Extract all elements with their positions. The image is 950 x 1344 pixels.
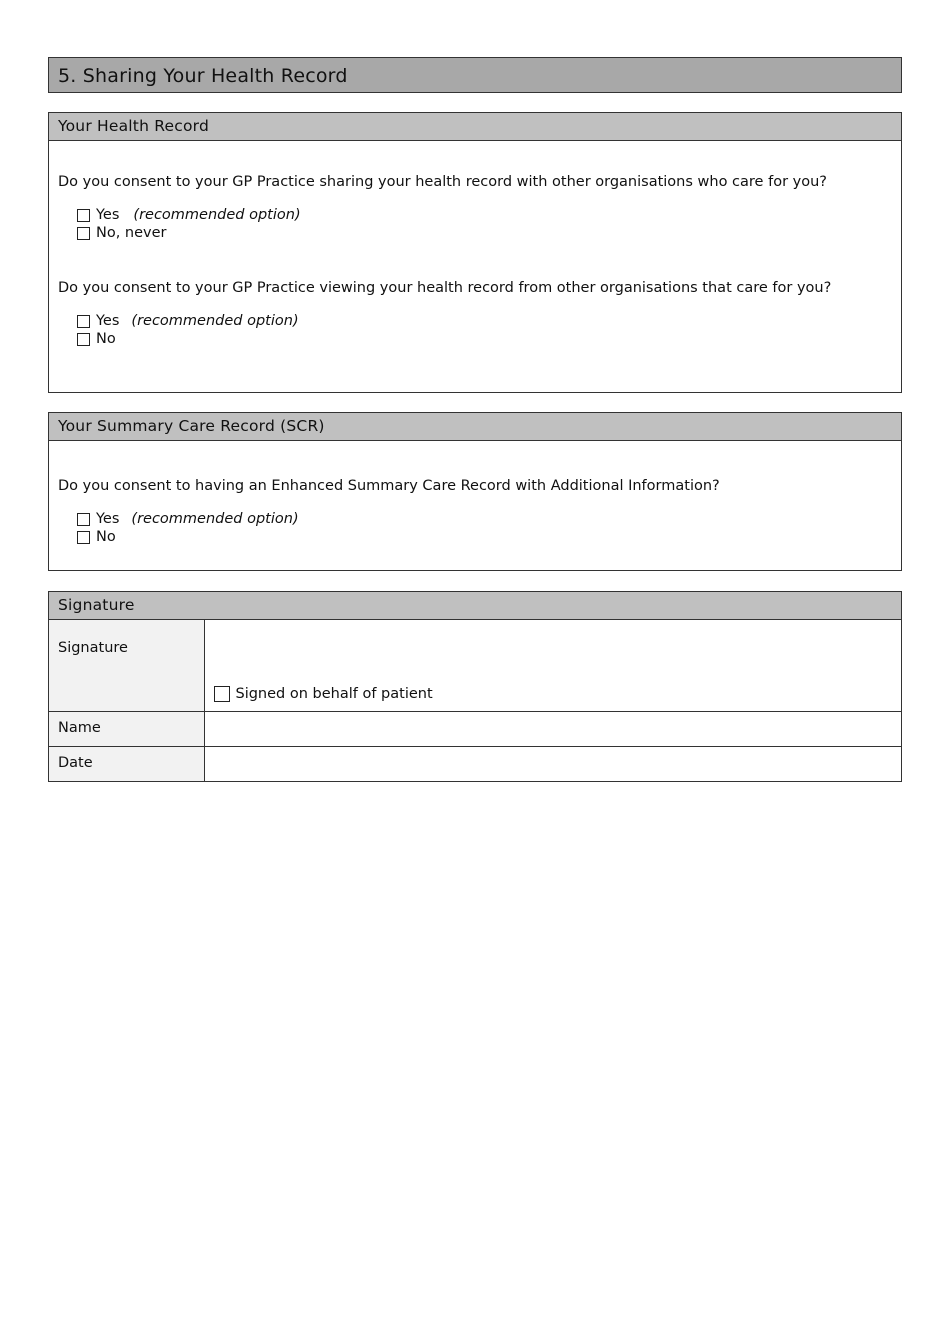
section-title: 5. Sharing Your Health Record — [48, 57, 902, 93]
signature-panel — [48, 591, 902, 782]
view-record-yes-label: Yes — [96, 313, 120, 329]
date-label: Date — [49, 747, 204, 782]
signature-table — [49, 620, 901, 781]
view-record-options — [58, 312, 892, 348]
health-record-body — [49, 141, 901, 348]
share-record-no-label: No, never — [96, 225, 167, 241]
share-record-question: Do you consent to your GP Practice sharing your health record with other organisations who care for you? — [58, 174, 827, 190]
view-record-yes-option[interactable] — [77, 312, 892, 330]
signed-on-behalf-checkbox[interactable] — [214, 686, 230, 702]
share-record-options — [58, 206, 892, 242]
enhanced-scr-options — [58, 510, 892, 546]
view-record-no-checkbox[interactable] — [77, 333, 90, 346]
name-label: Name — [49, 712, 204, 747]
share-record-no-option[interactable] — [77, 224, 892, 242]
share-record-yes-option[interactable] — [77, 206, 892, 224]
signature-field[interactable] — [204, 620, 901, 712]
signed-on-behalf-label: Signed on behalf of patient — [235, 686, 433, 702]
view-record-question: Do you consent to your GP Practice viewing your health record from other organisations that care for you? — [58, 280, 832, 296]
share-record-no-checkbox[interactable] — [77, 227, 90, 240]
name-field[interactable] — [204, 712, 901, 747]
enhanced-scr-yes-option[interactable] — [77, 510, 892, 528]
enhanced-scr-no-option[interactable] — [77, 528, 892, 546]
scr-heading: Your Summary Care Record (SCR) — [49, 413, 901, 441]
enhanced-scr-question: Do you consent to having an Enhanced Summary Care Record with Additional Information? — [58, 478, 720, 494]
share-record-recommended-note: (recommended option) — [133, 207, 301, 223]
scr-body — [49, 441, 901, 546]
signed-on-behalf-option[interactable] — [214, 685, 433, 703]
scr-panel — [48, 412, 902, 571]
view-record-no-label: No — [96, 331, 116, 347]
enhanced-scr-yes-label: Yes — [96, 511, 120, 527]
name-row — [49, 712, 901, 747]
signature-row — [49, 620, 901, 712]
share-record-yes-checkbox[interactable] — [77, 209, 90, 222]
health-record-panel — [48, 112, 902, 393]
signature-label: Signature — [49, 620, 204, 712]
enhanced-scr-recommended-note: (recommended option) — [131, 511, 299, 527]
enhanced-scr-yes-checkbox[interactable] — [77, 513, 90, 526]
share-record-yes-label: Yes — [96, 207, 120, 223]
date-field[interactable] — [204, 747, 901, 782]
health-record-heading: Your Health Record — [49, 113, 901, 141]
view-record-recommended-note: (recommended option) — [131, 313, 299, 329]
enhanced-scr-no-checkbox[interactable] — [77, 531, 90, 544]
consent-form — [48, 57, 902, 782]
signature-heading: Signature — [49, 592, 901, 620]
date-row — [49, 747, 901, 782]
enhanced-scr-no-label: No — [96, 529, 116, 545]
view-record-yes-checkbox[interactable] — [77, 315, 90, 328]
view-record-no-option[interactable] — [77, 330, 892, 348]
